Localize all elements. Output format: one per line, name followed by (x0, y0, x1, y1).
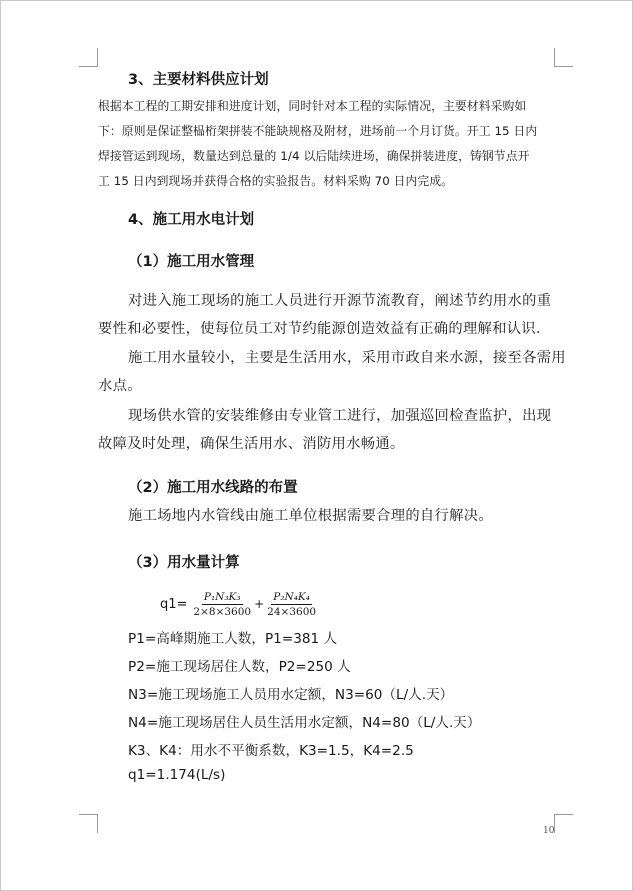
section-3-paragraph-line: 下：原则是保证整榀桁架拼装不能缺规格及附材，进场前一个月订货。开工 15 日内 (98, 124, 538, 138)
definition-line: N4=施工现场居住人员生活用水定额，N4=80（L/人.天） (128, 715, 481, 731)
definition-line: P1=高峰期施工人数，P1=381 人 (128, 631, 338, 647)
formula-plus: + (254, 597, 265, 611)
definition-line: K3、K4：用水不平衡系数，K3=1.5，K4=2.5 (128, 743, 414, 759)
pipeline-layout-paragraph: 施工场地内水管线由施工单位根据需要合理的自行解决。 (128, 508, 493, 524)
subsection-2-heading: （2）施工用水线路的布置 (128, 480, 298, 496)
fraction-1-numerator: P₁N₃K₃ (203, 590, 241, 603)
crop-mark-top-right (554, 66, 573, 67)
crop-mark-top-left (79, 66, 98, 67)
water-usage-paragraph-line: 水点。 (98, 378, 142, 394)
page-number: 10 (543, 826, 555, 836)
formula-fraction-1 (193, 591, 251, 618)
crop-mark-bottom-right (554, 814, 573, 815)
fraction-2-numerator: P₂N₄K₄ (273, 590, 310, 603)
formula-fraction-2 (267, 591, 316, 618)
formula-lhs: q1= (160, 596, 188, 612)
subsection-3-heading: （3）用水量计算 (128, 555, 240, 571)
water-management-paragraph-line: 对进入施工现场的施工人员进行开源节流教育，阐述节约用水的重 (128, 293, 552, 309)
pipe-maintenance-paragraph-line: 现场供水管的安装维修由专业管工进行，加强巡回检查监护，出现 (128, 408, 552, 424)
result-line: q1=1.174(L/s) (128, 767, 226, 783)
pipe-maintenance-paragraph-line: 故障及时处理，确保生活用水、消防用水畅通。 (98, 436, 405, 452)
crop-mark-bottom-left (97, 814, 98, 833)
section-3-heading: 3、主要材料供应计划 (128, 72, 269, 88)
water-usage-paragraph-line: 施工用水量较小，主要是生活用水，采用市政自来水源，接至各需用 (128, 350, 566, 366)
section-3-paragraph-line: 焊接管运到现场，数量达到总量的 1/4 以后陆续进场，确保拼装进度，铸钢节点开 (98, 149, 530, 163)
subsection-1-heading: （1）施工用水管理 (128, 254, 255, 270)
section-4-heading: 4、施工用水电计划 (128, 212, 255, 228)
water-management-paragraph-line: 要性和必要性，使每位员工对节约能源创造效益有正确的理解和认识. (98, 321, 541, 337)
fraction-1-denominator: 2×8×3600 (193, 605, 252, 618)
crop-mark-top-right (554, 48, 555, 67)
definition-line: P2=施工现场居住人数，P2=250 人 (128, 659, 351, 675)
crop-mark-bottom-left (79, 814, 98, 815)
section-3-paragraph-line: 工 15 日内到现场并获得合格的实验报告。材料采购 70 日内完成。 (98, 174, 454, 188)
definition-line: N3=施工现场施工人员用水定额，N3=60（L/人.天） (128, 687, 454, 703)
fraction-2-denominator: 24×3600 (267, 605, 317, 618)
crop-mark-top-left (97, 48, 98, 67)
section-3-paragraph-line: 根据本工程的工期安排和进度计划，同时针对本工程的实际情况，主要材料采购如 (98, 99, 527, 113)
water-demand-formula (160, 586, 316, 622)
